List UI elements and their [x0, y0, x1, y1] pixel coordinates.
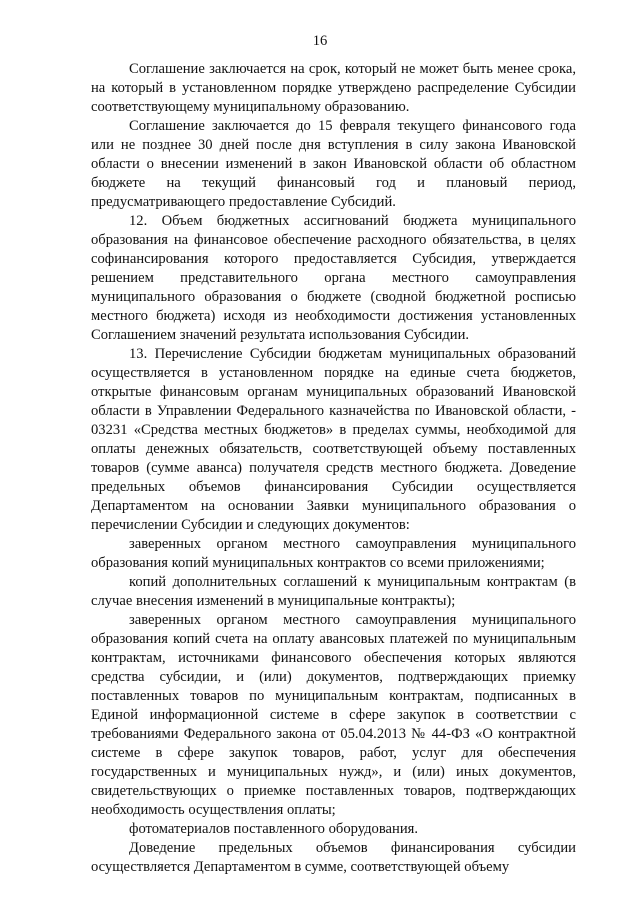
- paragraph-funding-limits: Доведение предельных объемов финансирования субсидии осуществляется Департаментом в сумме, соответствующей объему: [91, 840, 576, 875]
- list-item-contract-copies: заверенных органом местного самоуправления муниципального образования копий муниципальных контрактов со всеми приложениями;: [91, 536, 576, 571]
- paragraph-agreement-term: Соглашение заключается на срок, который не может быть менее срока, на который в установленном порядке утверждено распределение Субсидии соответствующему муниципальному образованию.: [91, 61, 576, 115]
- page-number: 16: [312, 33, 328, 49]
- list-item-invoice-copies: заверенных органом местного самоуправления муниципального образования копий счета на оплату авансовых платежей по муниципальным контрактам, источниками финансового обеспечения которых являются средства субсидии, и (или) документов, подтверждающих приемку поставленных товаров по муниципальным контрактам, подписанных в Единой информационной системе в сфере закупок в соответствии с требованиями Федерального закона от 05.04.2013 № 44-ФЗ «О контрактной системе в сфере закупок товаров, работ, услуг для обеспечения государственных и муниципальных нужд», и (или) иных документов, свидетельствующих о приемке поставленных товаров, подтверждающих необходимость осуществления оплаты;: [91, 612, 576, 818]
- list-item-photo-materials: фотоматериалов поставленного оборудования.: [129, 821, 418, 837]
- paragraph-agreement-deadline: Соглашение заключается до 15 февраля текущего финансового года или не позднее 30 дней после дня вступления в силу закона Ивановской области о внесении изменений в закон Ивановской области об областном бюджете на текущий финансовый год и плановый период, предусматривающего предоставление Субсидий.: [91, 118, 576, 210]
- paragraph-12-budget-allocations: 12. Объем бюджетных ассигнований бюджета муниципального образования на финансовое обеспечение расходного обязательства, в целях софинансирования которого предоставляется Субсидия, утверждается решением представительного органа местного самоуправления муниципального образования о бюджете (сводной бюджетной росписью местного бюджета) исходя из необходимости достижения установленных Соглашением значений результата использования Субсидии.: [91, 213, 576, 343]
- paragraph-13-subsidy-transfer: 13. Перечисление Субсидии бюджетам муниципальных образований осуществляется в установленном порядке на единые счета бюджетов, открытые финансовым органам муниципальных образований Ивановской области в Управлении Федерального казначейства по Ивановской области, - 03231 «Средства местных бюджетов» в пределах суммы, необходимой для оплаты денежных обязательств, соответствующей объему поставленных товаров (сумме аванса) получателя средств местного бюджета. Доведение предельных объемов финансирования Субсидии осуществляется Департаментом на основании Заявки муниципального образования о перечислении Субсидии и следующих документов:: [91, 346, 576, 533]
- list-item-supplementary-agreements: копий дополнительных соглашений к муниципальным контрактам (в случае внесения изменений в муниципальные контракты);: [91, 574, 576, 609]
- document-body: [91, 60, 576, 877]
